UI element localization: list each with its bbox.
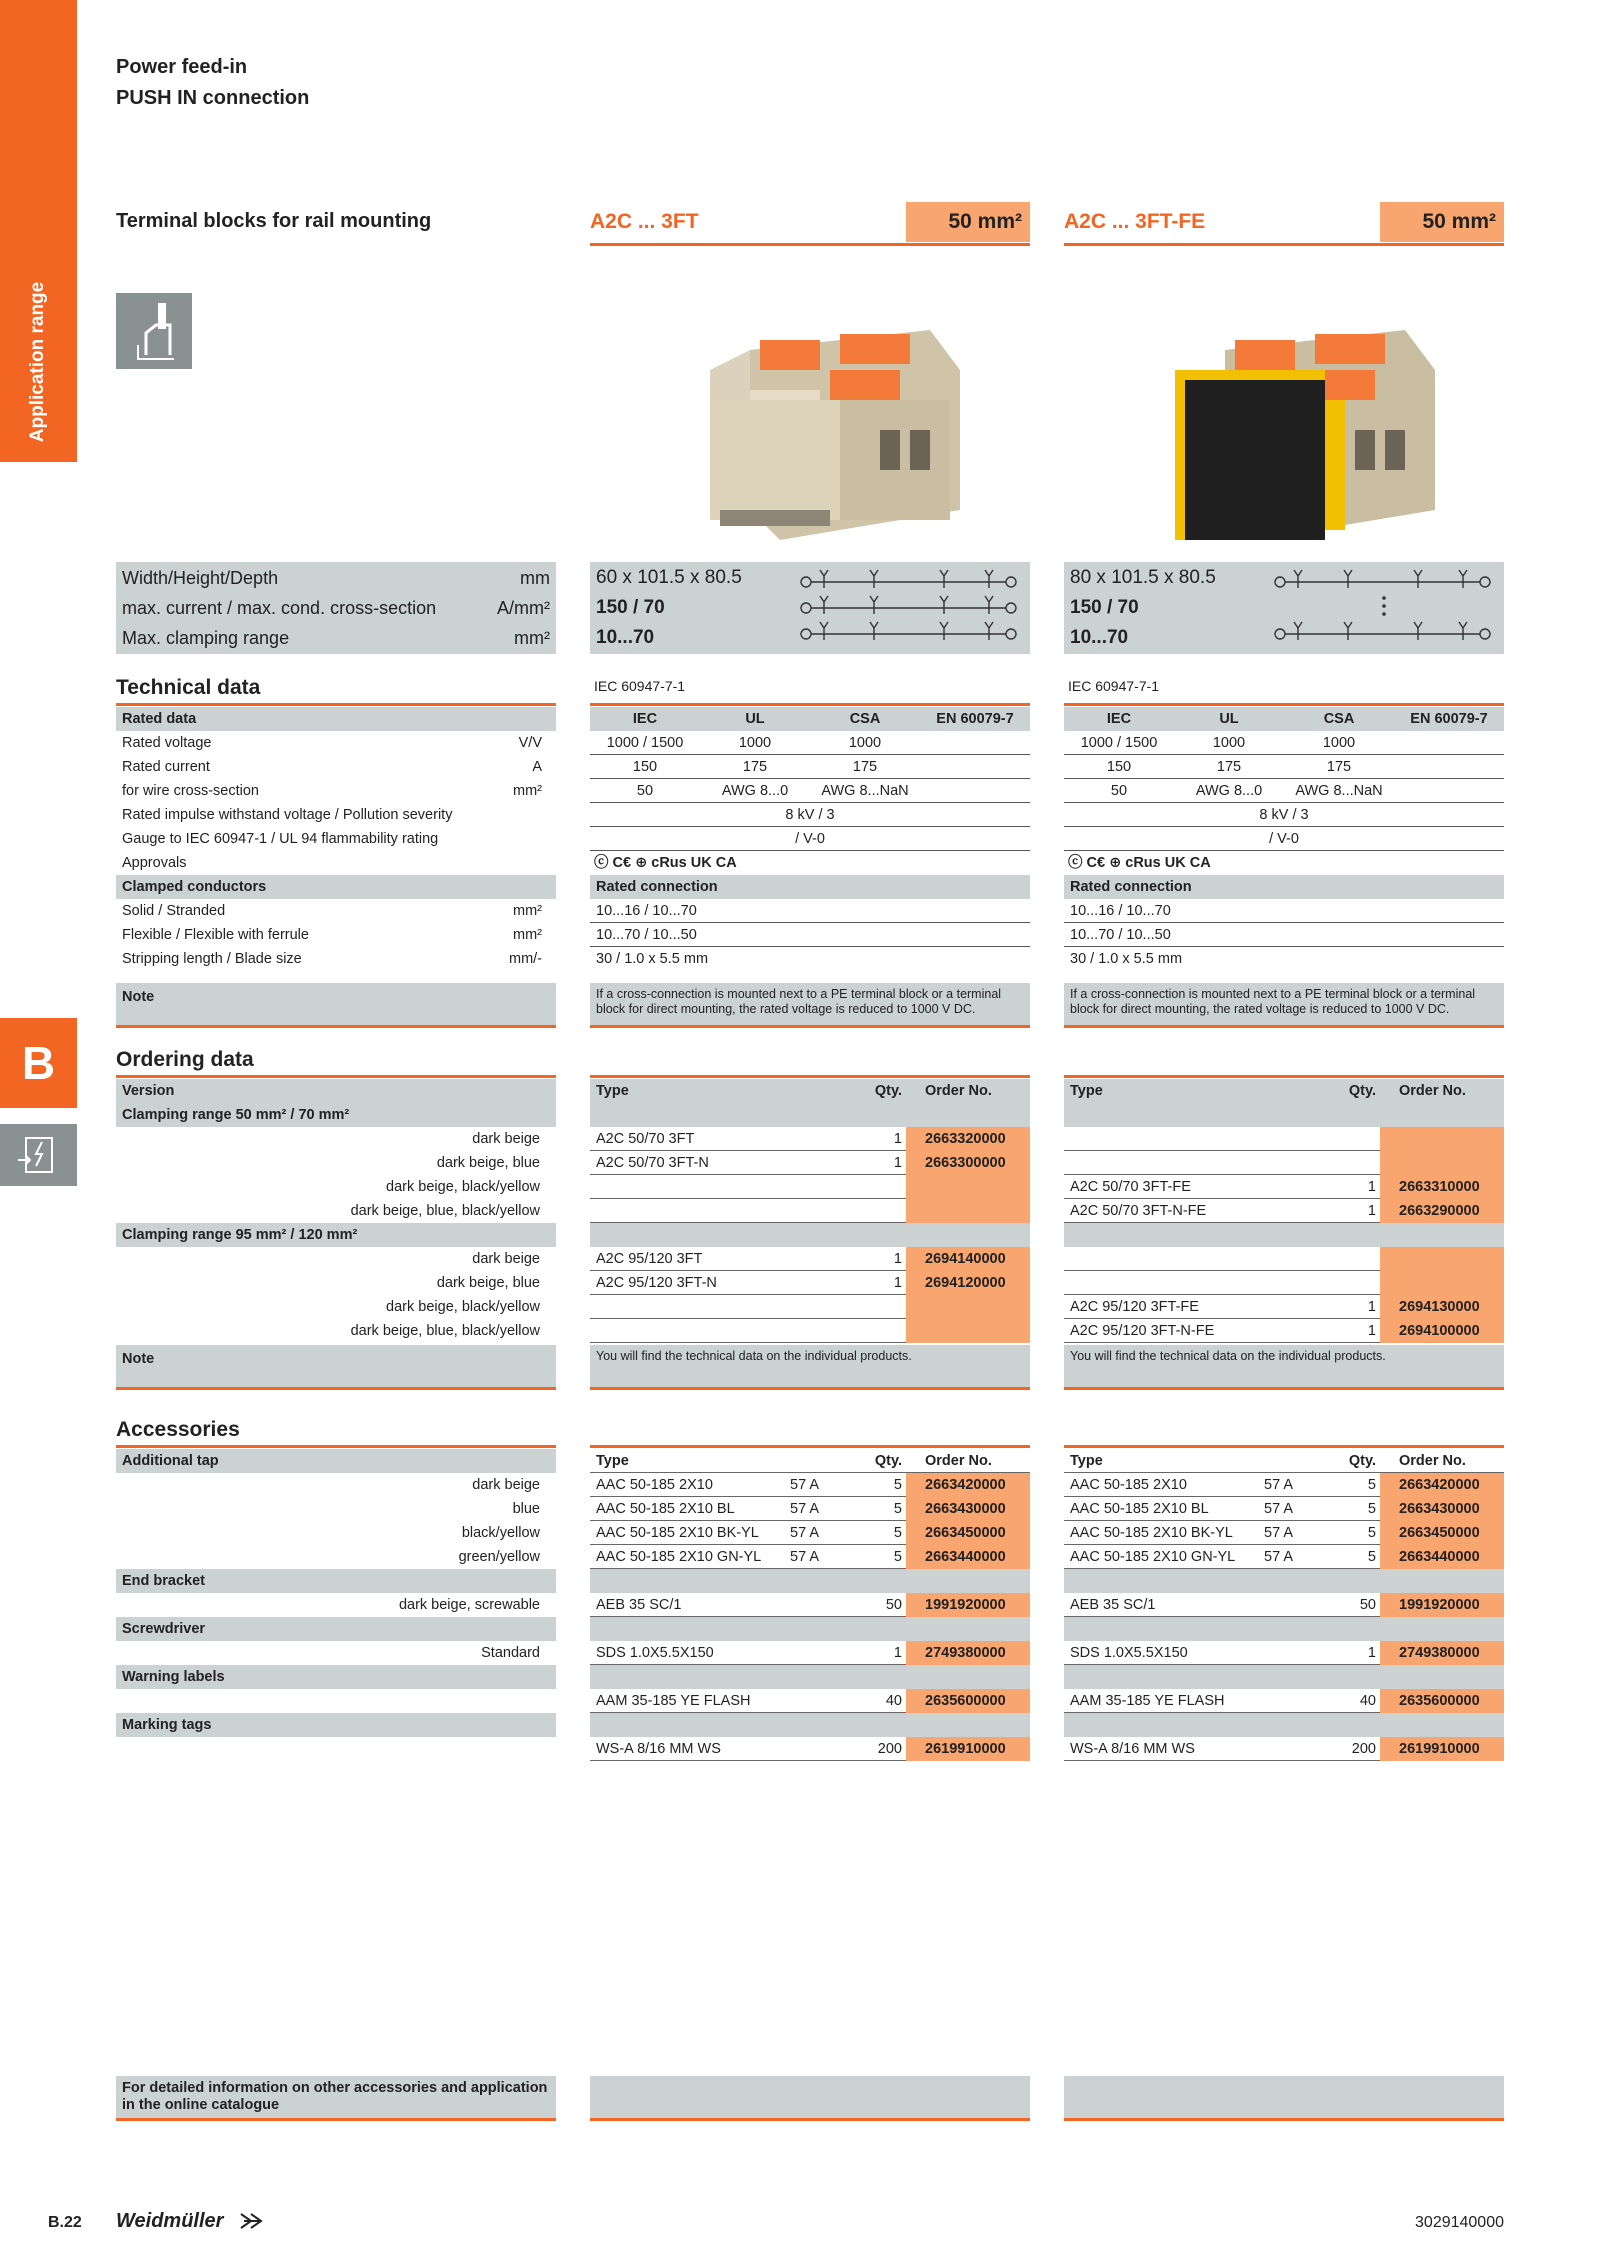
order-number[interactable] bbox=[906, 1319, 1030, 1343]
acc-qty: 200 bbox=[1351, 1741, 1376, 1757]
acc-type: AAC 50-185 2X10 BL bbox=[596, 1501, 735, 1517]
acc-order-number[interactable]: 2663450000 bbox=[1380, 1521, 1504, 1545]
marking-tags-heading: Marking tags bbox=[116, 1713, 556, 1737]
order-qty: 1 bbox=[893, 1131, 902, 1147]
product-image-3ft bbox=[690, 310, 980, 550]
accessories-col1 bbox=[590, 1445, 1030, 1765]
acc-row bbox=[590, 1545, 1030, 1569]
tech-voltage-row: 1000 / 1500 1000 1000 bbox=[590, 731, 1030, 755]
acc-type: AAC 50-185 2X10 bbox=[596, 1477, 713, 1493]
acc-qty: 5 bbox=[893, 1525, 902, 1541]
tech-head-row: IEC UL CSA EN 60079-7 bbox=[1064, 707, 1504, 731]
acc-current: 57 A bbox=[1264, 1525, 1294, 1541]
dims-col2-clamp: 10...70 bbox=[1070, 627, 1129, 648]
order-type: A2C 50/70 3FT bbox=[596, 1131, 695, 1147]
screwdriver-sub: Standard bbox=[481, 1645, 540, 1661]
ordering-col-line bbox=[1064, 1075, 1504, 1078]
acc-col-line bbox=[1064, 1445, 1504, 1448]
info-col1-panel bbox=[590, 2076, 1030, 2118]
tech-flame-row: / V-0 bbox=[590, 827, 1030, 851]
acc-qty: 5 bbox=[893, 1477, 902, 1493]
order-qty: 1 bbox=[893, 1155, 902, 1171]
order-type: A2C 50/70 3FT-N bbox=[596, 1155, 709, 1171]
section-tab-b[interactable] bbox=[0, 1018, 77, 1108]
info-line bbox=[116, 2118, 556, 2121]
acc-type: AEB 35 SC/1 bbox=[596, 1597, 682, 1613]
tech-note-line bbox=[590, 1025, 1030, 1028]
ordering-row bbox=[1064, 1247, 1504, 1271]
application-range-label: Application range bbox=[27, 281, 49, 443]
tech-col-line bbox=[590, 703, 1030, 706]
ordering-col-line bbox=[590, 1075, 1030, 1078]
order-number[interactable] bbox=[1380, 1271, 1504, 1295]
acc-type: WS-A 8/16 MM WS bbox=[1070, 1741, 1195, 1757]
order-qty: 1 bbox=[1367, 1179, 1376, 1195]
acc-row bbox=[590, 1473, 1030, 1497]
ordering-group-spacer bbox=[1064, 1103, 1504, 1127]
order-color-0: dark beige bbox=[472, 1131, 540, 1147]
tap-color-1: blue bbox=[512, 1501, 540, 1517]
ordering-note-line bbox=[590, 1387, 1030, 1390]
rated-data-heading: Rated data bbox=[116, 707, 556, 731]
acc-qty: 5 bbox=[1367, 1477, 1376, 1493]
acc-order-number[interactable]: 2635600000 bbox=[906, 1689, 1030, 1713]
clamping-group2: Clamping range 95 mm² / 120 mm² bbox=[116, 1223, 556, 1247]
acc-type: AAC 50-185 2X10 BK-YL bbox=[596, 1525, 759, 1541]
ordering-line bbox=[116, 1075, 556, 1078]
acc-qty: 5 bbox=[1367, 1549, 1376, 1565]
tap-color-2: black/yellow bbox=[461, 1525, 540, 1541]
order-number[interactable]: 2694100000 bbox=[1380, 1319, 1504, 1343]
dims-col2-size: 80 x 101.5 x 80.5 bbox=[1070, 567, 1216, 588]
info-col2-line bbox=[1064, 2118, 1504, 2121]
acc-type: SDS 1.0X5.5X150 bbox=[596, 1645, 714, 1661]
order-number[interactable]: 2694130000 bbox=[1380, 1295, 1504, 1319]
technical-title: Technical data bbox=[116, 676, 261, 699]
accessories-title: Accessories bbox=[116, 1418, 240, 1441]
acc-order-number[interactable]: 1991920000 bbox=[1380, 1593, 1504, 1617]
ordering-row bbox=[1064, 1127, 1504, 1151]
acc-order-number[interactable]: 2749380000 bbox=[906, 1641, 1030, 1665]
order-type: A2C 95/120 3FT bbox=[596, 1251, 703, 1267]
ordering-row bbox=[1064, 1199, 1504, 1223]
acc-current: 57 A bbox=[1264, 1477, 1294, 1493]
end-bracket-sub: dark beige, screwable bbox=[398, 1597, 540, 1613]
acc-qty: 40 bbox=[1359, 1693, 1376, 1709]
order-number[interactable]: 2694120000 bbox=[906, 1271, 1030, 1295]
acc-row bbox=[590, 1737, 1030, 1761]
acc-row bbox=[1064, 1473, 1504, 1497]
acc-current: 57 A bbox=[790, 1477, 820, 1493]
acc-row bbox=[590, 1689, 1030, 1713]
tech-label-flexible: Flexible / Flexible with ferrule mm² bbox=[122, 927, 542, 943]
tap-color-3: green/yellow bbox=[458, 1549, 540, 1565]
acc-order-number[interactable]: 2663420000 bbox=[1380, 1473, 1504, 1497]
order-number[interactable] bbox=[906, 1199, 1030, 1223]
intro-title: Terminal blocks for rail mounting bbox=[116, 210, 432, 232]
acc-row bbox=[1064, 1545, 1504, 1569]
order-color2-0: dark beige bbox=[472, 1251, 540, 1267]
tech-label-current: Rated current A bbox=[122, 759, 542, 775]
ordering-note-line bbox=[1064, 1387, 1504, 1390]
acc-row bbox=[1064, 1641, 1504, 1665]
wiring-diagram-col1 bbox=[800, 562, 1022, 654]
conn-solid: 10...16 / 10...70 bbox=[590, 899, 1030, 923]
col1-name: A2C ... 3FT bbox=[590, 210, 699, 233]
acc-type: AEB 35 SC/1 bbox=[1070, 1597, 1156, 1613]
acc-qty: 5 bbox=[1367, 1525, 1376, 1541]
brand-logo: Weidmüller bbox=[116, 2210, 224, 2232]
rated-connection-heading: Rated connection bbox=[590, 875, 1030, 899]
col1-head-line bbox=[590, 243, 1030, 246]
tech-note-label: Note bbox=[116, 983, 556, 1025]
tech-note-text: If a cross-connection is mounted next to a PE terminal block or a terminal block for direct mounting, the rated voltage is reduced to 1000 V DC. bbox=[1064, 983, 1504, 1025]
acc-row bbox=[590, 1497, 1030, 1521]
tech-label-wire: for wire cross-section mm² bbox=[122, 783, 542, 799]
order-qty: 1 bbox=[893, 1275, 902, 1291]
acc-qty: 1 bbox=[893, 1645, 902, 1661]
clamped-heading: Clamped conductors bbox=[116, 875, 556, 899]
tech-col2 bbox=[1064, 676, 1504, 1028]
acc-head-row: Type Qty. Order No. bbox=[1064, 1449, 1504, 1473]
acc-type: AAC 50-185 2X10 BL bbox=[1070, 1501, 1209, 1517]
product-image-3ft-fe bbox=[1165, 310, 1455, 550]
tech-label-solid: Solid / Stranded mm² bbox=[122, 903, 542, 919]
order-type: A2C 50/70 3FT-FE bbox=[1070, 1179, 1191, 1195]
tap-color-0: dark beige bbox=[472, 1477, 540, 1493]
order-qty: 1 bbox=[1367, 1323, 1376, 1339]
dims-col2-current: 150 / 70 bbox=[1070, 597, 1139, 618]
acc-order-number[interactable]: 2663450000 bbox=[906, 1521, 1030, 1545]
ordering-row bbox=[1064, 1295, 1504, 1319]
tech-note-line bbox=[1064, 1025, 1504, 1028]
ordering-row bbox=[1064, 1271, 1504, 1295]
end-bracket-heading: End bracket bbox=[116, 1569, 556, 1593]
acc-row bbox=[1064, 1521, 1504, 1545]
ordering-row bbox=[590, 1151, 1030, 1175]
order-number[interactable]: 2663320000 bbox=[906, 1127, 1030, 1151]
rail-mount-icon bbox=[116, 293, 192, 369]
tech-impulse-row: 8 kV / 3 bbox=[590, 803, 1030, 827]
acc-current: 57 A bbox=[790, 1501, 820, 1517]
approval-marks: ⓒ C€ ⊕ cRus UK CA bbox=[1068, 855, 1211, 871]
dims-col1-size: 60 x 101.5 x 80.5 bbox=[596, 567, 742, 588]
order-qty: 1 bbox=[893, 1251, 902, 1267]
dims-col1-clamp: 10...70 bbox=[596, 627, 655, 648]
power-feed-icon[interactable] bbox=[0, 1124, 77, 1186]
conn-solid: 10...16 / 10...70 bbox=[1064, 899, 1504, 923]
ordering-row bbox=[1064, 1175, 1504, 1199]
ordering-col1 bbox=[590, 1075, 1030, 1391]
order-number[interactable] bbox=[1380, 1247, 1504, 1271]
acc-order-number[interactable]: 2749380000 bbox=[1380, 1641, 1504, 1665]
acc-order-number[interactable]: 2619910000 bbox=[1380, 1737, 1504, 1761]
acc-row bbox=[1064, 1497, 1504, 1521]
conn-stripping: 30 / 1.0 x 5.5 mm bbox=[1070, 951, 1183, 967]
ordering-row bbox=[590, 1295, 1030, 1319]
approval-marks: ⓒ C€ ⊕ cRus UK CA bbox=[594, 855, 737, 871]
order-color2-3: dark beige, blue, black/yellow bbox=[350, 1323, 540, 1339]
order-type: A2C 95/120 3FT-N bbox=[596, 1275, 717, 1291]
acc-spacer bbox=[590, 1569, 1030, 1593]
ordering-row bbox=[590, 1175, 1030, 1199]
standard-label: IEC 60947-7-1 bbox=[1068, 678, 1160, 694]
acc-order-number[interactable]: 1991920000 bbox=[906, 1593, 1030, 1617]
acc-spacer bbox=[1064, 1665, 1504, 1689]
tech-flame-row: / V-0 bbox=[1064, 827, 1504, 851]
ordering-row bbox=[1064, 1319, 1504, 1343]
acc-row bbox=[590, 1593, 1030, 1617]
ordering-col2 bbox=[1064, 1075, 1504, 1391]
acc-current: 57 A bbox=[1264, 1549, 1294, 1565]
tech-label-stripping: Stripping length / Blade size mm/- bbox=[122, 951, 542, 967]
col2-size: 50 mm² bbox=[1380, 202, 1504, 242]
acc-type: WS-A 8/16 MM WS bbox=[596, 1741, 721, 1757]
order-type: A2C 50/70 3FT-N-FE bbox=[1070, 1203, 1207, 1219]
acc-order-number[interactable]: 2619910000 bbox=[906, 1737, 1030, 1761]
ordering-title: Ordering data bbox=[116, 1048, 254, 1071]
order-number[interactable]: 2663300000 bbox=[906, 1151, 1030, 1175]
acc-current: 57 A bbox=[1264, 1501, 1294, 1517]
acc-qty: 50 bbox=[885, 1597, 902, 1613]
ordering-row bbox=[590, 1319, 1030, 1343]
order-type: A2C 95/120 3FT-N-FE bbox=[1070, 1323, 1215, 1339]
dims-label-1: max. current / max. cond. cross-section A/mm² bbox=[122, 598, 550, 618]
order-number[interactable]: 2663310000 bbox=[1380, 1175, 1504, 1199]
acc-type: AAM 35-185 YE FLASH bbox=[596, 1693, 751, 1709]
acc-order-number[interactable]: 2663440000 bbox=[1380, 1545, 1504, 1569]
acc-row bbox=[590, 1641, 1030, 1665]
ordering-row bbox=[590, 1247, 1030, 1271]
tech-label-impulse: Rated impulse withstand voltage / Pollution severity bbox=[122, 807, 453, 823]
acc-type: AAM 35-185 YE FLASH bbox=[1070, 1693, 1225, 1709]
ordering-note-line bbox=[116, 1387, 556, 1390]
version-heading: Version bbox=[116, 1079, 556, 1103]
order-color-1: dark beige, blue bbox=[436, 1155, 540, 1171]
tech-current-row: 150 175 175 bbox=[590, 755, 1030, 779]
ordering-note-label: Note bbox=[116, 1345, 556, 1387]
col2-name: A2C ... 3FT-FE bbox=[1064, 210, 1206, 233]
clamping-group1: Clamping range 50 mm² / 70 mm² bbox=[116, 1103, 556, 1127]
ordering-row bbox=[590, 1127, 1030, 1151]
ordering-row bbox=[590, 1271, 1030, 1295]
tech-label-gauge: Gauge to IEC 60947-1 / UL 94 flammability rating bbox=[122, 831, 439, 847]
order-number[interactable] bbox=[906, 1295, 1030, 1319]
acc-order-number[interactable]: 2635600000 bbox=[1380, 1689, 1504, 1713]
acc-spacer bbox=[590, 1713, 1030, 1737]
order-number[interactable] bbox=[1380, 1151, 1504, 1175]
acc-row bbox=[1064, 1689, 1504, 1713]
conn-flexible: 10...70 / 10...50 bbox=[1064, 923, 1504, 947]
acc-order-number[interactable]: 2663430000 bbox=[906, 1497, 1030, 1521]
technical-line bbox=[116, 703, 556, 706]
info-col2-panel bbox=[1064, 2076, 1504, 2118]
standard-label: IEC 60947-7-1 bbox=[594, 678, 686, 694]
tech-current-row: 150 175 175 bbox=[1064, 755, 1504, 779]
tech-label-voltage: Rated voltage V/V bbox=[122, 735, 542, 751]
header-line1: Power feed-in bbox=[116, 56, 248, 78]
ordering-note-text: You will find the technical data on the individual products. bbox=[590, 1345, 1030, 1387]
dims-col1-current: 150 / 70 bbox=[596, 597, 665, 618]
ordering-head-row: Type Qty. Order No. bbox=[590, 1079, 1030, 1103]
additional-tap-heading: Additional tap bbox=[116, 1449, 556, 1473]
page-number: B.22 bbox=[48, 2214, 82, 2231]
acc-qty: 1 bbox=[1367, 1645, 1376, 1661]
order-color2-2: dark beige, black/yellow bbox=[386, 1299, 540, 1315]
acc-type: AAC 50-185 2X10 BK-YL bbox=[1070, 1525, 1233, 1541]
acc-order-number[interactable]: 2663440000 bbox=[906, 1545, 1030, 1569]
conn-stripping: 30 / 1.0 x 5.5 mm bbox=[596, 951, 709, 967]
ordering-note-text: You will find the technical data on the individual products. bbox=[1064, 1345, 1504, 1387]
order-color-2: dark beige, black/yellow bbox=[386, 1179, 540, 1195]
tech-col1 bbox=[590, 676, 1030, 1028]
acc-spacer bbox=[1064, 1713, 1504, 1737]
order-number[interactable]: 2694140000 bbox=[906, 1247, 1030, 1271]
section-letter: B bbox=[21, 1037, 56, 1089]
col2-head-line bbox=[1064, 243, 1504, 246]
dims-label-0: Width/Height/Depth mm bbox=[122, 568, 550, 588]
acc-order-number[interactable]: 2663420000 bbox=[906, 1473, 1030, 1497]
screwdriver-heading: Screwdriver bbox=[116, 1617, 556, 1641]
header-line2: PUSH IN connection bbox=[116, 87, 310, 109]
ordering-row bbox=[590, 1199, 1030, 1223]
order-number[interactable]: 2663290000 bbox=[1380, 1199, 1504, 1223]
ordering-row bbox=[1064, 1151, 1504, 1175]
order-number[interactable] bbox=[1380, 1127, 1504, 1151]
brand-symbol-icon bbox=[238, 2208, 264, 2234]
acc-current: 57 A bbox=[790, 1549, 820, 1565]
acc-qty: 50 bbox=[1359, 1597, 1376, 1613]
info-col1-line bbox=[590, 2118, 1030, 2121]
tech-label-approvals: Approvals bbox=[122, 855, 187, 871]
acc-spacer bbox=[1064, 1617, 1504, 1641]
acc-order-number[interactable]: 2663430000 bbox=[1380, 1497, 1504, 1521]
acc-type: AAC 50-185 2X10 bbox=[1070, 1477, 1187, 1493]
acc-qty: 5 bbox=[893, 1501, 902, 1517]
tech-impulse-row: 8 kV / 3 bbox=[1064, 803, 1504, 827]
tech-wire-row: 50 AWG 8...0 AWG 8...NaN bbox=[590, 779, 1030, 803]
tech-note-text: If a cross-connection is mounted next to a PE terminal block or a terminal block for direct mounting, the rated voltage is reduced to 1000 V DC. bbox=[590, 983, 1030, 1025]
acc-spacer bbox=[590, 1617, 1030, 1641]
ordering-group-spacer bbox=[590, 1223, 1030, 1247]
wiring-diagram-col2 bbox=[1274, 562, 1496, 654]
ordering-group-spacer bbox=[1064, 1223, 1504, 1247]
order-qty: 1 bbox=[1367, 1299, 1376, 1315]
online-catalogue-info: For detailed information on other accessories and application in the online catalogue bbox=[116, 2076, 556, 2118]
conn-flexible: 10...70 / 10...50 bbox=[590, 923, 1030, 947]
ordering-group-spacer bbox=[590, 1103, 1030, 1127]
tech-col-line bbox=[1064, 703, 1504, 706]
acc-row bbox=[1064, 1737, 1504, 1761]
ordering-head-row: Type Qty. Order No. bbox=[1064, 1079, 1504, 1103]
acc-spacer bbox=[1064, 1569, 1504, 1593]
acc-qty: 5 bbox=[893, 1549, 902, 1565]
tech-wire-row: 50 AWG 8...0 AWG 8...NaN bbox=[1064, 779, 1504, 803]
order-color2-1: dark beige, blue bbox=[436, 1275, 540, 1291]
order-qty: 1 bbox=[1367, 1203, 1376, 1219]
acc-type: SDS 1.0X5.5X150 bbox=[1070, 1645, 1188, 1661]
acc-row bbox=[590, 1521, 1030, 1545]
acc-head-row: Type Qty. Order No. bbox=[590, 1449, 1030, 1473]
acc-col-line bbox=[590, 1445, 1030, 1448]
acc-spacer bbox=[590, 1665, 1030, 1689]
tech-voltage-row: 1000 / 1500 1000 1000 bbox=[1064, 731, 1504, 755]
acc-type: AAC 50-185 2X10 GN-YL bbox=[1070, 1549, 1236, 1565]
acc-qty: 5 bbox=[1367, 1501, 1376, 1517]
warning-labels-heading: Warning labels bbox=[116, 1665, 556, 1689]
tech-note-line bbox=[116, 1025, 556, 1028]
tech-head-row: IEC UL CSA EN 60079-7 bbox=[590, 707, 1030, 731]
accessories-col2 bbox=[1064, 1445, 1504, 1765]
col1-size: 50 mm² bbox=[906, 202, 1030, 242]
acc-row bbox=[1064, 1593, 1504, 1617]
document-code: 3029140000 bbox=[1415, 2214, 1504, 2231]
accessories-line bbox=[116, 1445, 556, 1448]
dims-label-2: Max. clamping range mm² bbox=[122, 628, 550, 648]
rated-connection-heading: Rated connection bbox=[1064, 875, 1504, 899]
acc-qty: 200 bbox=[877, 1741, 902, 1757]
acc-type: AAC 50-185 2X10 GN-YL bbox=[596, 1549, 762, 1565]
acc-current: 57 A bbox=[790, 1525, 820, 1541]
order-type: A2C 95/120 3FT-FE bbox=[1070, 1299, 1199, 1315]
acc-qty: 40 bbox=[885, 1693, 902, 1709]
order-number[interactable] bbox=[906, 1175, 1030, 1199]
order-color-3: dark beige, blue, black/yellow bbox=[350, 1203, 540, 1219]
